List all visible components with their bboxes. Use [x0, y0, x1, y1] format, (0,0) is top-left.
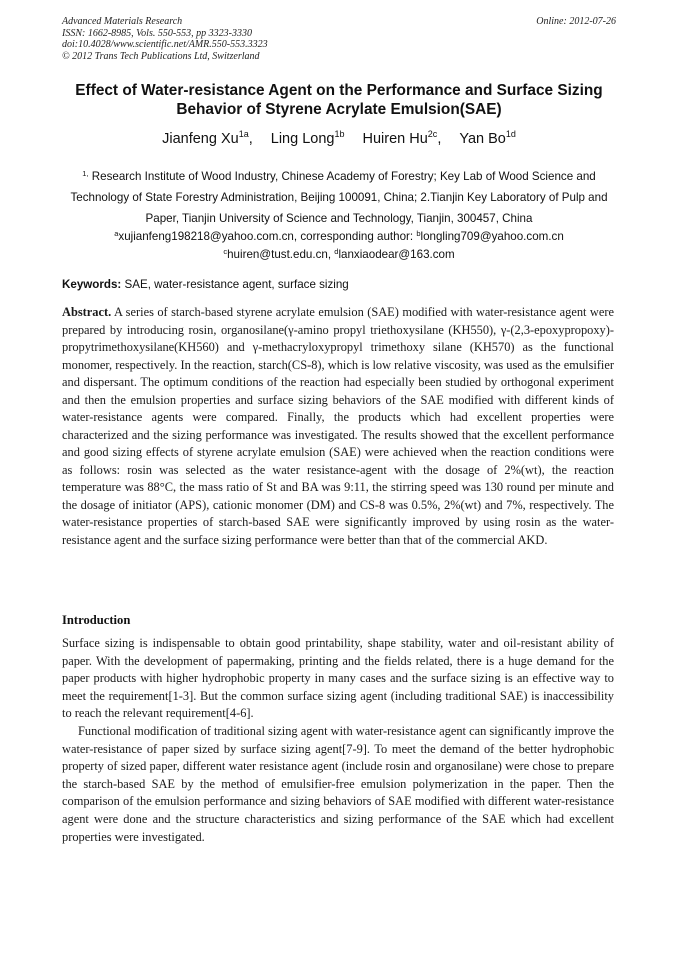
author: Huiren $Hu^{2c}$,	[362, 129, 442, 147]
paragraph: Functional modification of traditional sizing agent with water-resistance agent can significantly improve the water-resistance of paper sized by surface sizing agent[7-9]. To meet the demand of the better hydrophobic property of sized paper, different water resistance agent (include rosin and organosilane) were chose to prepare the starch-based SAE by the method of emulsifier-free emulsion polymerization in the paper. Then the comparison of the emulsion performance and sizing behaviors of SAE modified with different water-resistance agent were done and the structure characteristics and sizing performance of the SAE which had excellent properties were investigated.	[62, 723, 614, 844]
email-line-1: $^a$xujianfeng198218@yahoo.com.cn, corresponding author: $^b$longling709@yahoo.com.cn	[114, 229, 564, 243]
issn-line: ISSN: 1662-8985, Vols. 550-553, pp 3323-3330	[62, 27, 252, 39]
author-emails	[50, 228, 628, 264]
keywords	[62, 278, 349, 291]
paper-title: Effect of Water-resistance Agent on the Performance and Surface Sizing Behavior of Styrene Acrylate Emulsion(SAE)	[75, 82, 603, 118]
email-line-2: $^c$huiren@tust.edu.cn, $^d$lanxiaodear@163.com	[223, 247, 455, 261]
copyright-line: © 2012 Trans Tech Publications Ltd, Switzerland	[62, 50, 260, 62]
journal-name: Advanced Materials Research	[62, 16, 183, 27]
keywords-label: Keywords:	[62, 278, 122, 291]
abstract-text: A series of starch-based styrene acrylate emulsion (SAE) modified with water-resistance agent were prepared by introducing rosin, organosilane(γ-amino propyl triethoxysilane (KH550), γ-(2,3-epoxypropoxy)-propytrimethoxysilane(KH560) and γ-methacryloxypropyl trimethoxy silane (KH570) as the functional monomer, respectively. In the reaction, starch(CS-8), which is low relative viscosity, was used as the emulsifier and dispersant. The optimum conditions of the reaction had especially been studied by orthogonal experiment and then the emulsion properties and surface sizing behaviors of the SAE modified with different kinds of water-resistance agents were compared. Finally, the products which had excellent properties were characterized and the sizing performance was investigated. The results showed that the excellent performance and good sizing effects of styrene acrylate emulsion (SAE) were achieved when the reaction conditions were as follows: rosin was selected as the water resistance-agent with the dosage of 2%(wt), the reaction temperature was 88°C, the mass ratio of St and BA was 9:11, the stirring speed was 130 round per minute and the dosage of initiator (APS), cationic monomer (DM) and CS-8 was 0.5%, 2%(wt) and 7%, respectively. The water-resistance properties of starch-based SAE were significantly improved by using rosin as the water-resistance agent and the surface sizing performance were better than that of the commercial AKD.	[62, 305, 614, 547]
introduction-body	[62, 635, 614, 846]
abstract-label: Abstract.	[62, 305, 112, 319]
online-date: Online: 2012-07-26	[536, 16, 616, 27]
author: Jianfeng $Xu^{1a}$,	[162, 129, 253, 147]
journal-header	[62, 16, 268, 62]
author: Ling Long$^{1b}$	[270, 129, 345, 147]
author-list	[40, 131, 638, 147]
abstract	[62, 304, 614, 549]
doi-line: doi:10.4028/www.scientific.net/AMR.550-553.3323	[62, 39, 268, 50]
section-heading-introduction: Introduction	[62, 613, 131, 627]
keywords-text: SAE, water-resistance agent, surface sizing	[121, 278, 349, 291]
paragraph: Surface sizing is indispensable to obtain good printability, shape stability, water and oil-resistant ability of paper. With the development of papermaking, printing and the fields related, there is a huge demand for the paper products with higher hydrophobic property in many cases and the surface sizing is an effective way to meet the requirement[1-3]. But the common surface sizing agent (including traditional SAE) is inaccessibility to reach the relevant requirement[4-6].	[62, 636, 614, 721]
affiliations: $^{1,}$ Research Institute of Wood Industry, Chinese Academy of Forestry; Key Lab of Wood Science and Technology of State Forestry Administration, Beijing 100091, China; 2.Tianjin Key Laboratory of Pulp and Paper, Tianjin University of Science and Technology, Tianjin, 300457, China	[70, 169, 608, 225]
author: Yan $Bo^{1d}$	[459, 129, 516, 147]
